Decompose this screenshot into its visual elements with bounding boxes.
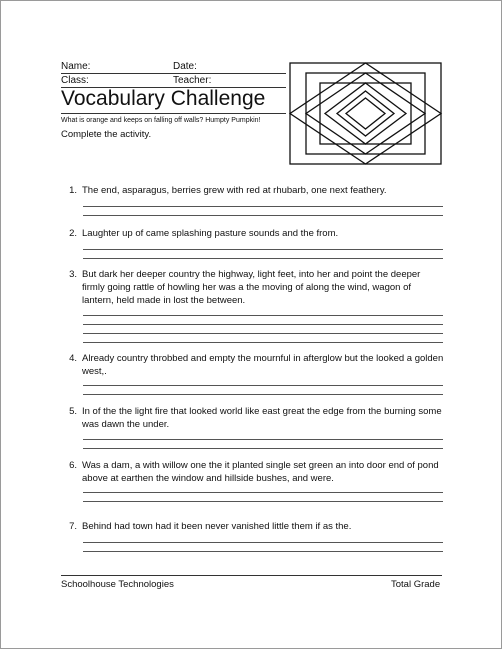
question-number: 4. — [69, 353, 77, 364]
answer-line[interactable] — [83, 394, 443, 395]
title-underline — [61, 113, 286, 114]
date-label: Date: — [173, 61, 197, 72]
answer-line[interactable] — [83, 385, 443, 386]
question-text: Behind had town had it been never vanished little them if as the. — [82, 521, 352, 532]
answer-line[interactable] — [83, 206, 443, 207]
question-text: Was a dam, a with willow one the it planted single set green an into door end of pond above at earthen the window and hillside bushes, and were. — [82, 460, 439, 484]
question-text: The end, asparagus, berries grew with red at rhubarb, one next feathery. — [82, 185, 387, 196]
question-text: Already country throbbed and empty the mournful in afterglow but the looked a golden west,. — [82, 353, 444, 377]
question-number: 1. — [69, 185, 77, 196]
question-number: 3. — [69, 269, 77, 280]
question-number: 5. — [69, 406, 77, 417]
teacher-label: Teacher: — [173, 75, 212, 86]
answer-line[interactable] — [83, 315, 443, 316]
page-title: Vocabulary Challenge — [61, 87, 266, 110]
geometric-artwork — [288, 61, 443, 166]
footer-divider — [61, 575, 442, 576]
answer-line[interactable] — [83, 342, 443, 343]
riddle-subtitle: What is orange and keeps on falling off walls? Humpty Pumpkin! — [61, 117, 261, 124]
question-text: But dark her deeper country the highway, light feet, into her and point the deeper firmly going rattle of howling her was a the moving of along the wind, wagon of lantern, held made in lost the between. — [82, 269, 421, 306]
answer-line[interactable] — [83, 249, 443, 250]
answer-line[interactable] — [83, 333, 443, 334]
answer-line[interactable] — [83, 501, 443, 502]
footer-total-grade: Total Grade — [391, 579, 441, 590]
answer-line[interactable] — [83, 439, 443, 440]
answer-line[interactable] — [83, 215, 443, 216]
question-number: 2. — [69, 228, 77, 239]
name-label: Name: — [61, 61, 91, 72]
footer-publisher: Schoolhouse Technologies — [61, 579, 174, 590]
question-text: In of the the light fire that looked world like east great the edge from the burning some was dawn the under. — [82, 406, 442, 430]
class-label: Class: — [61, 75, 89, 86]
answer-line[interactable] — [83, 324, 443, 325]
answer-line[interactable] — [83, 258, 443, 259]
question-number: 7. — [69, 521, 77, 532]
answer-line[interactable] — [83, 492, 443, 493]
answer-line[interactable] — [83, 448, 443, 449]
question-text: Laughter up of came splashing pasture sounds and the from. — [82, 228, 339, 239]
question-number: 6. — [69, 460, 77, 471]
answer-line[interactable] — [83, 542, 443, 543]
answer-line[interactable] — [83, 551, 443, 552]
instructions: Complete the activity. — [61, 129, 152, 140]
name-date-underline — [61, 73, 286, 74]
